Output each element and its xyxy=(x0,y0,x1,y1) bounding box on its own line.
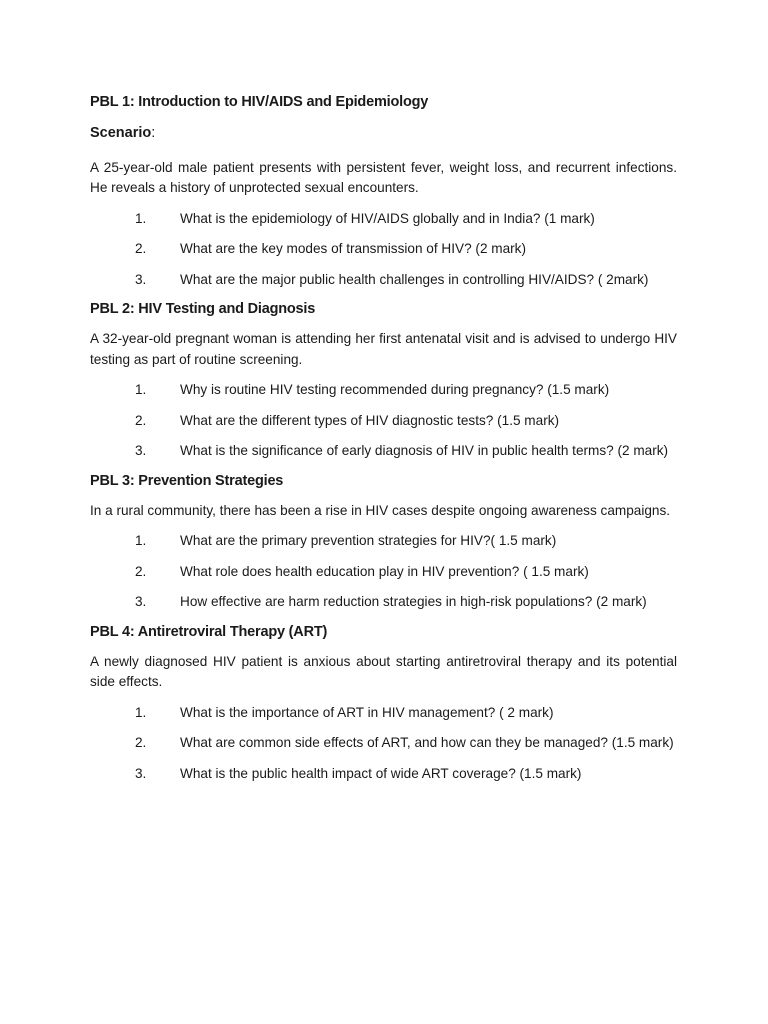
question-item xyxy=(90,764,677,785)
section-title: PBL 1: Introduction to HIV/AIDS and Epidemiology xyxy=(90,94,429,110)
question-number: 3. xyxy=(135,271,147,287)
pbl-section-1 xyxy=(90,92,677,290)
question-number: 1. xyxy=(135,210,147,226)
scenario-text: A 25-year-old male patient presents with persistent fever, weight loss, and recurrent infections. He reveals a history of unprotected sexual encounters. xyxy=(90,159,677,195)
question-item xyxy=(90,209,677,230)
question-number: 2. xyxy=(135,241,147,256)
section-title: PBL 2: HIV Testing and Diagnosis xyxy=(90,301,316,317)
question-text: What are the primary prevention strategies for HIV?( 1.5 mark) xyxy=(180,533,557,548)
question-number: 3. xyxy=(135,594,147,609)
question-text: Why is routine HIV testing recommended during pregnancy? (1.5 mark) xyxy=(180,382,610,397)
question-item xyxy=(90,531,677,552)
question-number: 3. xyxy=(135,765,147,781)
pbl-section-3 xyxy=(90,471,677,613)
scenario-text: In a rural community, there has been a rise in HIV cases despite ongoing awareness campaigns. xyxy=(90,502,671,518)
question-number: 2. xyxy=(135,563,147,579)
question-item xyxy=(90,411,677,432)
question-text: How effective are harm reduction strategies in high-risk populations? (2 mark) xyxy=(180,594,647,609)
question-text: What is the epidemiology of HIV/AIDS globally and in India? (1 mark) xyxy=(180,210,595,226)
question-text: What are common side effects of ART, and how can they be managed? (1.5 mark) xyxy=(180,735,674,750)
question-text: What is the significance of early diagnosis of HIV in public health terms? (2 mark) xyxy=(180,443,669,458)
scenario-label xyxy=(90,123,677,143)
scenario-label-colon: : xyxy=(151,125,156,141)
question-number: 2. xyxy=(135,735,147,750)
question-item xyxy=(90,703,677,724)
document-page xyxy=(90,92,677,784)
question-item xyxy=(90,562,677,583)
section-title: PBL 3: Prevention Strategies xyxy=(90,472,284,489)
question-item xyxy=(90,380,677,401)
question-number: 3. xyxy=(135,443,147,458)
question-text: What is the importance of ART in HIV management? ( 2 mark) xyxy=(180,704,554,720)
question-item xyxy=(90,270,677,291)
question-text: What are the key modes of transmission of HIV? (2 mark) xyxy=(180,241,527,256)
question-item xyxy=(90,441,677,462)
question-number: 1. xyxy=(135,382,147,397)
scenario-text: A newly diagnosed HIV patient is anxious about starting antiretroviral therapy and its potential side effects. xyxy=(90,653,677,689)
section-title: PBL 4: Antiretroviral Therapy (ART) xyxy=(90,623,328,640)
question-text: What role does health education play in HIV prevention? ( 1.5 mark) xyxy=(180,563,589,579)
question-item xyxy=(90,733,677,754)
question-text: What is the public health impact of wide ART coverage? (1.5 mark) xyxy=(180,765,582,781)
question-number: 1. xyxy=(135,533,147,548)
question-number: 1. xyxy=(135,704,147,720)
pbl-section-2 xyxy=(90,299,677,462)
scenario-text: A 32-year-old pregnant woman is attending her first antenatal visit and is advised to undergo HIV testing as part of routine screening. xyxy=(90,331,677,367)
scenario-label-text: Scenario xyxy=(90,125,152,141)
question-item xyxy=(90,239,677,260)
question-text: What are the major public health challenges in controlling HIV/AIDS? ( 2mark) xyxy=(180,271,649,287)
question-text: What are the different types of HIV diagnostic tests? (1.5 mark) xyxy=(180,412,560,428)
question-number: 2. xyxy=(135,412,147,428)
question-item xyxy=(90,592,677,613)
pbl-section-4 xyxy=(90,622,677,785)
